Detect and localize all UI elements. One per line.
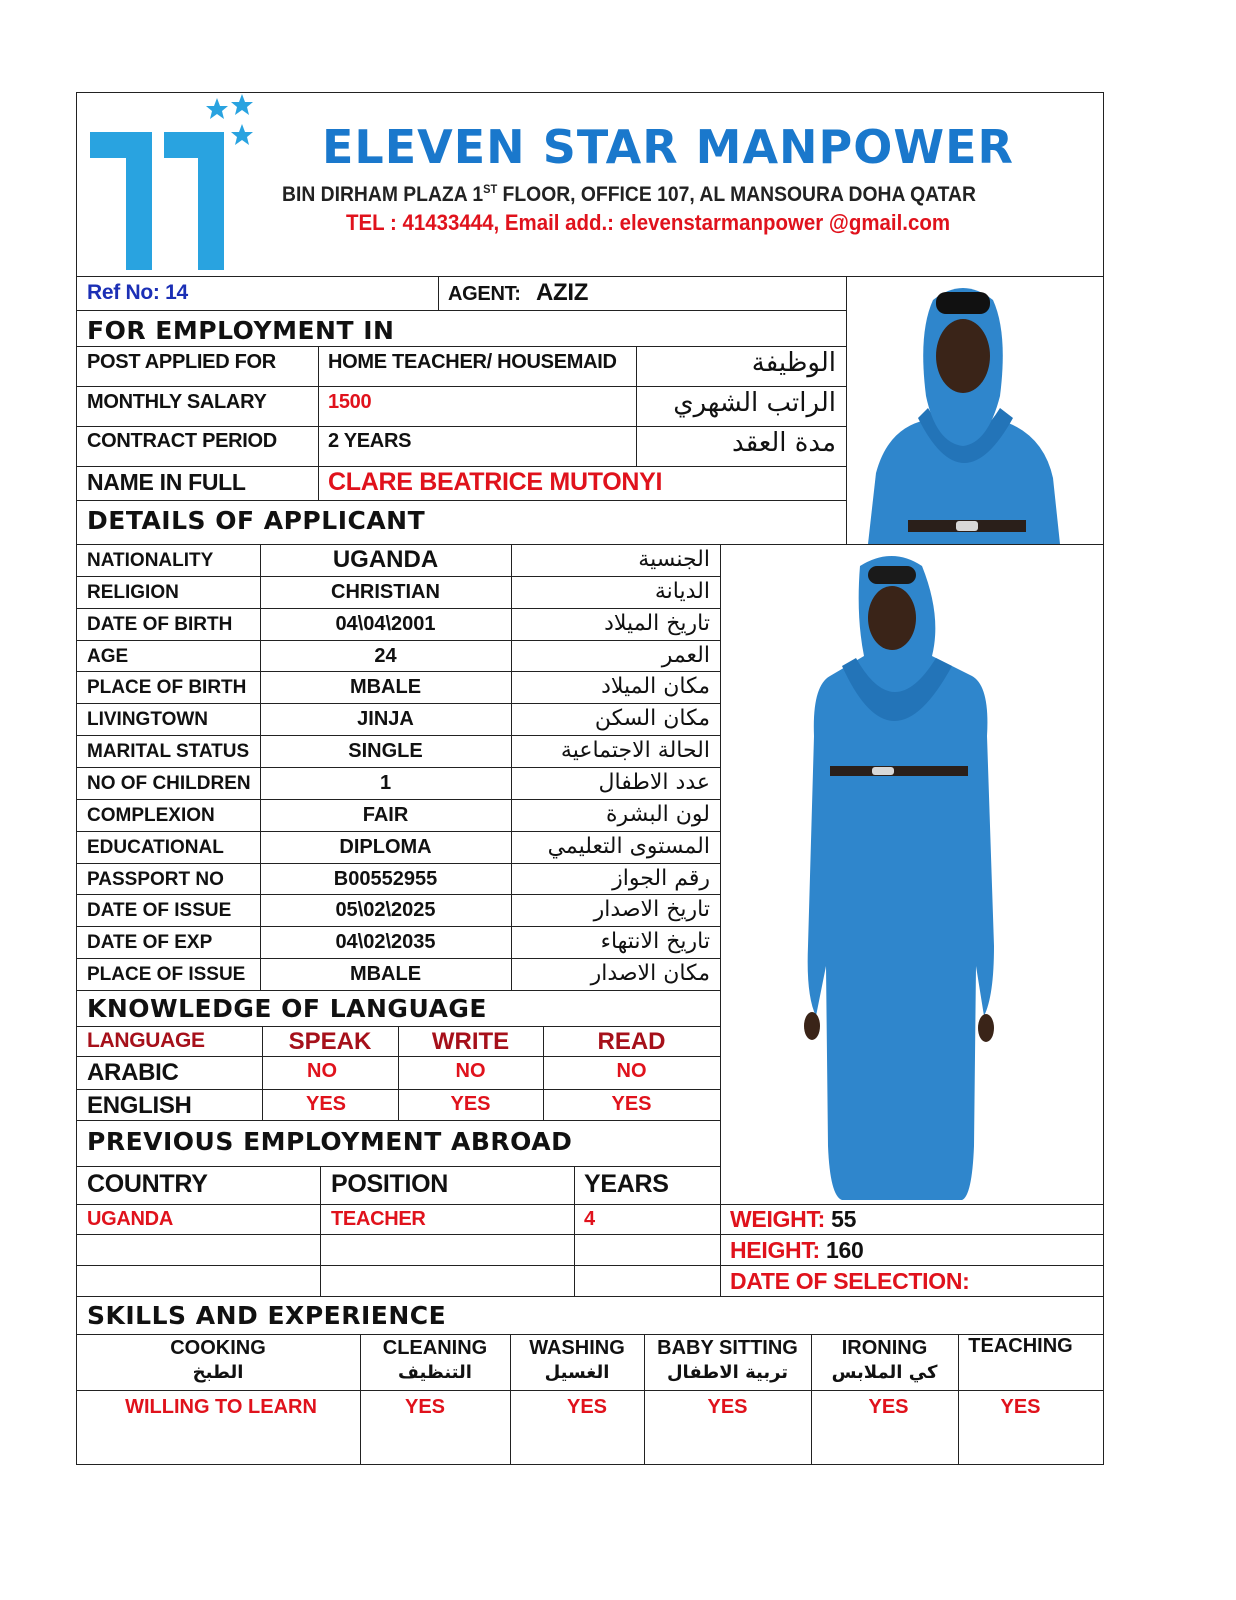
contract-period-label: CONTRACT PERIOD (87, 430, 277, 452)
detail-livingtown-value: JINJA (357, 708, 414, 731)
skill-teaching-value: YES (1000, 1396, 1041, 1418)
detail-religion-label: RELIGION (87, 581, 179, 603)
detail-complexion-value: FAIR (362, 803, 409, 826)
applicant-full-body-photo (722, 546, 1078, 1202)
detail-date-of-birth-arabic: تاريخ الميلاد (604, 610, 710, 636)
skills-heading: SKILLS AND EXPERIENCE (87, 1301, 447, 1330)
skill-baby-sitting-name: BABY SITTING (657, 1337, 798, 1359)
language-english-speak: YES (305, 1093, 347, 1115)
skill-washing-value: YES (566, 1396, 608, 1418)
detail-no-of-children-label: NO OF CHILDREN (87, 772, 251, 794)
previous-row-years: 4 (584, 1208, 595, 1230)
date-of-selection-label: DATE OF SELECTION: (730, 1268, 970, 1294)
detail-religion-arabic: الديانة (654, 578, 710, 604)
language-english-name: ENGLISH (87, 1092, 192, 1119)
skill-cooking-value: WILLING TO LEARN (125, 1396, 317, 1418)
detail-no-of-children-arabic: عدد الاطفال (598, 769, 710, 795)
agent-value: AZIZ (536, 279, 589, 306)
previous-row-country: UGANDA (87, 1208, 173, 1230)
details-heading: DETAILS OF APPLICANT (87, 506, 426, 535)
skill-cleaning-arabic: التنظيف (398, 1362, 472, 1383)
detail-marital-status-arabic: الحالة الاجتماعية (560, 738, 710, 764)
name-in-full-value: CLARE BEATRICE MUTONYI (328, 468, 663, 496)
skill-cooking-name: COOKING (170, 1337, 266, 1359)
name-in-full-label: NAME IN FULL (87, 469, 246, 495)
previous-col-years: YEARS (584, 1170, 669, 1198)
monthly-salary-arabic: الراتب الشهري (673, 388, 836, 418)
previous-col-country: COUNTRY (87, 1170, 208, 1198)
language-col-language: LANGUAGE (87, 1029, 205, 1052)
detail-livingtown-arabic: مكان السكن (594, 706, 710, 732)
detail-nationality-arabic: الجنسية (638, 547, 710, 572)
logo-digit-one-right (164, 132, 224, 270)
detail-marital-status-label: MARITAL STATUS (87, 741, 250, 763)
agent-label: AGENT: (448, 283, 521, 305)
language-col-speak: SPEAK (288, 1028, 372, 1055)
skill-ironing-value: YES (868, 1396, 909, 1418)
logo-digit-one-left (90, 132, 152, 270)
language-arabic-write: NO (455, 1060, 486, 1082)
detail-nationality-label: NATIONALITY (87, 550, 214, 571)
skill-washing-name: WASHING (529, 1337, 625, 1359)
language-arabic-name: ARABIC (87, 1059, 179, 1086)
language-col-write: WRITE (431, 1028, 510, 1055)
previous-row-position: TEACHER (331, 1208, 426, 1230)
company-name: ELEVEN STAR MANPOWER (322, 120, 1014, 174)
detail-age-value: 24 (374, 644, 397, 667)
detail-place-of-birth-arabic: مكان الميلاد (601, 674, 710, 700)
detail-educational-arabic: المستوى التعليمي (547, 833, 710, 859)
detail-place-of-issue-label: PLACE OF ISSUE (87, 964, 246, 986)
ref-number: Ref No: 14 (87, 281, 188, 304)
detail-date-of-exp-label: DATE OF EXP (87, 932, 213, 954)
post-applied-arabic: الوظيفة (751, 348, 836, 378)
applicant-headshot-photo (848, 278, 1078, 544)
company-address: BIN DIRHAM PLAZA 1ST FLOOR, OFFICE 107, AL MANSOURA DOHA QATAR (282, 182, 976, 206)
detail-date-of-issue-arabic: تاريخ الاصدار (593, 897, 710, 923)
detail-place-of-birth-value: MBALE (349, 676, 422, 699)
employment-heading: FOR EMPLOYMENT IN (87, 316, 395, 345)
skill-ironing-arabic: كي الملابس (831, 1362, 938, 1383)
detail-date-of-issue-value: 05\02\2025 (335, 899, 436, 922)
language-english-write: YES (450, 1093, 491, 1115)
detail-age-label: AGE (87, 645, 129, 667)
post-applied-value: HOME TEACHER/ HOUSEMAID (328, 351, 617, 373)
contract-period-value: 2 YEARS (328, 430, 412, 452)
language-arabic-speak: NO (307, 1060, 337, 1082)
detail-date-of-birth-value: 04\04\2001 (335, 612, 436, 635)
detail-no-of-children-value: 1 (379, 771, 392, 794)
detail-date-of-birth-label: DATE OF BIRTH (87, 613, 233, 635)
detail-educational-label: EDUCATIONAL (87, 836, 224, 858)
detail-passport-no-label: PASSPORT NO (87, 868, 224, 890)
star-icon (231, 124, 253, 145)
post-applied-label: POST APPLIED FOR (87, 351, 276, 373)
language-arabic-read: NO (616, 1060, 647, 1082)
monthly-salary-label: MONTHLY SALARY (87, 391, 267, 413)
detail-date-of-exp-value: 04\02\2035 (335, 931, 436, 954)
skill-teaching-name: TEACHING (968, 1335, 1073, 1357)
skill-baby-sitting-value: YES (707, 1396, 748, 1418)
previous-employment-heading: PREVIOUS EMPLOYMENT ABROAD (87, 1127, 573, 1156)
detail-marital-status-value: SINGLE (348, 740, 423, 763)
company-logo (84, 92, 264, 277)
language-english-read: YES (611, 1093, 652, 1115)
skill-cleaning-name: CLEANING (382, 1337, 488, 1359)
detail-livingtown-label: LIVINGTOWN (87, 709, 209, 731)
detail-date-of-issue-label: DATE OF ISSUE (87, 900, 232, 922)
detail-place-of-issue-value: MBALE (349, 963, 422, 986)
detail-nationality-value: UGANDA (332, 546, 439, 573)
monthly-salary-value: 1500 (328, 391, 372, 413)
detail-passport-no-value: B00552955 (333, 867, 438, 890)
previous-col-position: POSITION (331, 1170, 449, 1198)
detail-place-of-birth-label: PLACE OF BIRTH (87, 677, 247, 699)
skill-baby-sitting-arabic: تربية الاطفال (666, 1362, 789, 1383)
height-field: HEIGHT: 160 (730, 1237, 864, 1263)
skill-washing-arabic: الغسيل (544, 1362, 610, 1383)
skill-ironing-name: IRONING (841, 1337, 928, 1359)
detail-religion-value: CHRISTIAN (331, 580, 440, 603)
detail-passport-no-arabic: رقم الجواز (612, 865, 710, 891)
detail-date-of-exp-arabic: تاريخ الانتهاء (600, 929, 710, 955)
skill-cooking-arabic: الطبخ (192, 1362, 244, 1383)
contract-period-arabic: مدة العقد (732, 428, 836, 458)
star-icon (231, 94, 253, 115)
detail-place-of-issue-arabic: مكان الاصدار (590, 961, 710, 987)
detail-age-arabic: العمر (661, 642, 710, 668)
detail-educational-value: DIPLOMA (339, 835, 432, 858)
detail-complexion-arabic: لون البشرة (606, 801, 710, 827)
language-heading: KNOWLEDGE OF LANGUAGE (87, 994, 487, 1023)
detail-complexion-label: COMPLEXION (87, 804, 215, 826)
star-icon (206, 98, 228, 119)
weight-field: WEIGHT: 55 (730, 1206, 857, 1232)
skill-cleaning-value: YES (404, 1396, 446, 1418)
language-col-read: READ (597, 1028, 666, 1055)
company-contact: TEL : 41433444, Email add.: elevenstarmanpower @gmail.com (346, 210, 951, 235)
